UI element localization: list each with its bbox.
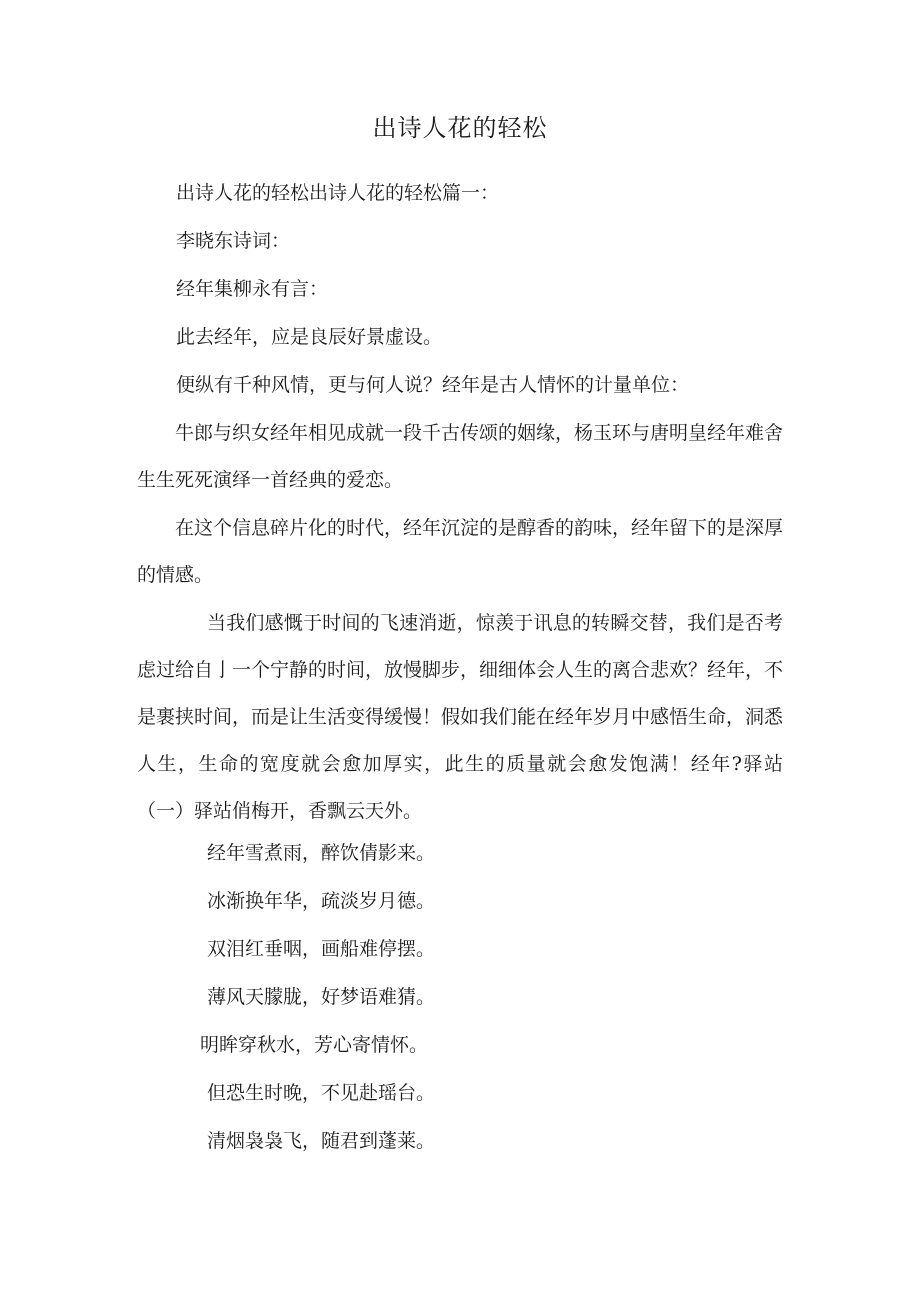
intro-line-5: 便纵有千种风情，更与何人说？经年是古人情怀的计量单位： xyxy=(176,374,690,396)
intro-line-2: 李晓东诗词： xyxy=(176,230,291,252)
intro-line-3: 经年集柳永有言： xyxy=(176,278,329,300)
intro-line-1: 出诗人花的轻松出诗人花的轻松篇一： xyxy=(176,182,500,204)
poem-verse-2: 冰渐换年华，疏淡岁月德。 xyxy=(207,890,436,912)
intro-line-4: 此去经年，应是良辰好景虚设。 xyxy=(176,326,443,348)
document-title: 出诗人花的轻松 xyxy=(372,114,548,142)
poem-verse-6: 但恐生时晚，不见赴瑶台。 xyxy=(207,1082,436,1104)
poem-verse-4: 薄风天朦胧，好梦语难猜。 xyxy=(207,986,436,1008)
paragraph-1: 牛郎与织女经年相见成就一段千古传颂的姻缘，杨玉环与唐明皇经年难舍生生死死演绎一首经典的爱恋。 xyxy=(137,422,784,491)
poem-verse-3: 双泪红垂咽，画船难停摆。 xyxy=(207,938,436,960)
poem-verse-1: 经年雪煮雨，醉饮倩影来。 xyxy=(207,842,436,864)
paragraph-3: 当我们感慨于时间的飞速消逝，惊羡于讯息的转瞬交替，我们是否考虑过给自亅一个宁静的时间，放慢脚步，细细体会人生的离合悲欢？经年，不是裹挟时间，而是让生活变得缓慢！假如我们能在经年岁月中感悟生命，洞悉人生，生命的宽度就会愈加厚实，此生的质量就会愈发饱满！经年?驿站（一）驿站俏梅开，香飘云天外。 xyxy=(137,612,784,822)
poem-verse-5: 明眸穿秋水，芳心寄情怀。 xyxy=(200,1034,429,1056)
paragraph-2: 在这个信息碎片化的时代，经年沉淀的是醇香的韵味，经年留下的是深厚的情感。 xyxy=(137,517,784,586)
poem-verse-7: 清烟袅袅飞，随君到蓬莱。 xyxy=(207,1130,436,1152)
